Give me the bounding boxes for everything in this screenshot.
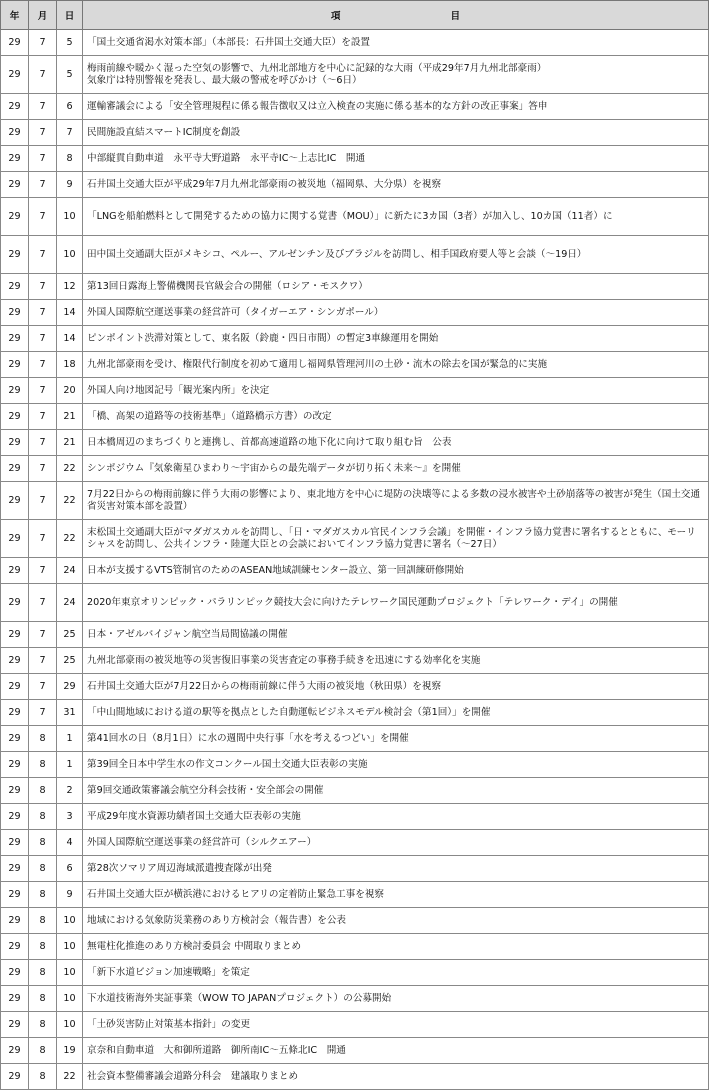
item-cell: 九州北部豪雨を受け、権限代行制度を初めて適用し福岡県管理河川の土砂・流木の除去を国が緊急的に実施 <box>83 352 709 378</box>
year-cell: 29 <box>1 30 29 56</box>
day-cell: 10 <box>57 986 83 1012</box>
month-cell: 7 <box>29 30 57 56</box>
day-cell: 6 <box>57 856 83 882</box>
year-cell: 29 <box>1 856 29 882</box>
year-cell: 29 <box>1 352 29 378</box>
table-row <box>1 146 709 172</box>
month-cell: 8 <box>29 778 57 804</box>
item-cell: 末松国土交通副大臣がマダガスカルを訪問し、「日・マダガスカル官民インフラ会議」を開催・インフラ協力覚書に署名するとともに、モーリシャスを訪問し、公共インフラ・陸運大臣との会談においてインフラ協力覚書に署名（～27日） <box>83 520 709 558</box>
year-cell: 29 <box>1 700 29 726</box>
day-cell: 22 <box>57 520 83 558</box>
year-cell: 29 <box>1 986 29 1012</box>
table-row <box>1 120 709 146</box>
day-cell: 20 <box>57 378 83 404</box>
item-cell: 「中山間地域における道の駅等を拠点とした自動運転ビジネスモデル検討会（第1回）」を開催 <box>83 700 709 726</box>
item-cell: 第13回日露海上警備機関長官級会合の開催（ロシア・モスクワ） <box>83 274 709 300</box>
table-row <box>1 1064 709 1090</box>
month-cell: 8 <box>29 882 57 908</box>
item-cell: 外国人国際航空運送事業の経営許可（シルクエアー） <box>83 830 709 856</box>
table-row <box>1 882 709 908</box>
item-cell: 第41回水の日（8月1日）に水の週間中央行事「水を考えるつどい」を開催 <box>83 726 709 752</box>
year-cell: 29 <box>1 934 29 960</box>
day-cell: 14 <box>57 326 83 352</box>
year-cell: 29 <box>1 378 29 404</box>
year-cell: 29 <box>1 274 29 300</box>
day-cell: 7 <box>57 120 83 146</box>
day-cell: 21 <box>57 404 83 430</box>
item-cell: 石井国土交通大臣が7月22日からの梅雨前線に伴う大雨の被災地（秋田県）を視察 <box>83 674 709 700</box>
item-cell: 中部縦貫自動車道 永平寺大野道路 永平寺IC～上志比IC 開通 <box>83 146 709 172</box>
year-cell: 29 <box>1 752 29 778</box>
item-header-right: 目 <box>450 11 461 22</box>
item-cell: 京奈和自動車道 大和御所道路 御所南IC～五條北IC 開通 <box>83 1038 709 1064</box>
year-header: 年 <box>1 1 29 30</box>
item-cell: 地域における気象防災業務のあり方検討会（報告書）を公表 <box>83 908 709 934</box>
day-cell: 10 <box>57 908 83 934</box>
month-cell: 7 <box>29 172 57 198</box>
day-cell: 29 <box>57 674 83 700</box>
item-cell: 日本が支援するVTS管制官のためのASEAN地域訓練センター設立、第一回訓練研修開始 <box>83 558 709 584</box>
item-cell: 外国人国際航空運送事業の経営許可（タイガーエア・シンガポール） <box>83 300 709 326</box>
table-row <box>1 274 709 300</box>
year-cell: 29 <box>1 674 29 700</box>
month-cell: 7 <box>29 198 57 236</box>
month-cell: 7 <box>29 120 57 146</box>
year-cell: 29 <box>1 482 29 520</box>
table-row <box>1 456 709 482</box>
table-row <box>1 804 709 830</box>
month-cell: 7 <box>29 274 57 300</box>
year-cell: 29 <box>1 456 29 482</box>
year-cell: 29 <box>1 804 29 830</box>
day-cell: 22 <box>57 456 83 482</box>
day-cell: 24 <box>57 584 83 622</box>
month-cell: 8 <box>29 960 57 986</box>
month-cell: 8 <box>29 1012 57 1038</box>
day-cell: 10 <box>57 934 83 960</box>
month-cell: 8 <box>29 830 57 856</box>
item-cell: 「土砂災害防止対策基本指針」の変更 <box>83 1012 709 1038</box>
table-row <box>1 520 709 558</box>
header-row <box>1 1 709 30</box>
month-cell: 7 <box>29 700 57 726</box>
item-cell: 九州北部豪雨の被災地等の災害復旧事業の災害査定の事務手続きを迅速にする効率化を実施 <box>83 648 709 674</box>
month-cell: 7 <box>29 622 57 648</box>
item-cell: ピンポイント渋滞対策として、東名阪（鈴鹿・四日市間）の暫定3車線運用を開始 <box>83 326 709 352</box>
month-cell: 7 <box>29 430 57 456</box>
day-cell: 25 <box>57 648 83 674</box>
table-row <box>1 960 709 986</box>
year-cell: 29 <box>1 120 29 146</box>
item-cell: 「LNGを船舶燃料として開発するための協力に関する覚書（MOU）」に新たに3カ国（3者）が加入し、10カ国（11者）に <box>83 198 709 236</box>
month-cell: 8 <box>29 726 57 752</box>
month-cell: 7 <box>29 56 57 94</box>
day-cell: 24 <box>57 558 83 584</box>
item-cell: 石井国土交通大臣が平成29年7月九州北部豪雨の被災地（福岡県、大分県）を視察 <box>83 172 709 198</box>
table-row <box>1 1012 709 1038</box>
year-cell: 29 <box>1 648 29 674</box>
month-cell: 7 <box>29 648 57 674</box>
item-cell: 下水道技術海外実証事業（WOW TO JAPANプロジェクト）の公募開始 <box>83 986 709 1012</box>
year-cell: 29 <box>1 404 29 430</box>
item-cell: 民間施設直結スマートIC制度を創設 <box>83 120 709 146</box>
table-row <box>1 726 709 752</box>
year-cell: 29 <box>1 56 29 94</box>
day-cell: 19 <box>57 1038 83 1064</box>
item-cell: 日本・アゼルバイジャン航空当局間協議の開催 <box>83 622 709 648</box>
table-row <box>1 558 709 584</box>
year-cell: 29 <box>1 558 29 584</box>
day-cell: 4 <box>57 830 83 856</box>
year-cell: 29 <box>1 172 29 198</box>
year-cell: 29 <box>1 726 29 752</box>
item-header-left: 項 <box>330 11 341 22</box>
table-row <box>1 934 709 960</box>
month-cell: 7 <box>29 520 57 558</box>
table-row <box>1 584 709 622</box>
month-cell: 7 <box>29 558 57 584</box>
month-cell: 7 <box>29 482 57 520</box>
day-cell: 10 <box>57 1012 83 1038</box>
year-cell: 29 <box>1 146 29 172</box>
item-cell: 7月22日からの梅雨前線に伴う大雨の影響により、東北地方を中心に堤防の決壊等による多数の浸水被害や土砂崩落等の被害が発生（国土交通省災害対策本部を設置） <box>83 482 709 520</box>
year-cell: 29 <box>1 1012 29 1038</box>
item-cell: 社会資本整備審議会道路分科会 建議取りまとめ <box>83 1064 709 1090</box>
table-row <box>1 300 709 326</box>
item-cell: 田中国土交通副大臣がメキシコ、ペルー、アルゼンチン及びブラジルを訪問し、相手国政府要人等と会談（～19日） <box>83 236 709 274</box>
table-row <box>1 752 709 778</box>
item-cell: 「橋、高架の道路等の技術基準」（道路橋示方書）の改定 <box>83 404 709 430</box>
table-row <box>1 700 709 726</box>
year-cell: 29 <box>1 326 29 352</box>
month-cell: 7 <box>29 300 57 326</box>
item-cell: 「新下水道ビジョン加速戦略」を策定 <box>83 960 709 986</box>
table-row <box>1 378 709 404</box>
table-row <box>1 1038 709 1064</box>
day-cell: 12 <box>57 274 83 300</box>
day-cell: 10 <box>57 236 83 274</box>
table-row <box>1 352 709 378</box>
item-cell: 第9回交通政策審議会航空分科会技術・安全部会の開催 <box>83 778 709 804</box>
year-cell: 29 <box>1 830 29 856</box>
year-cell: 29 <box>1 236 29 274</box>
item-cell: 平成29年度水資源功績者国土交通大臣表彰の実施 <box>83 804 709 830</box>
item-cell: 石井国土交通大臣が横浜港におけるヒアリの定着防止緊急工事を視察 <box>83 882 709 908</box>
month-cell: 8 <box>29 752 57 778</box>
year-cell: 29 <box>1 778 29 804</box>
day-cell: 22 <box>57 1064 83 1090</box>
table-row <box>1 56 709 94</box>
day-cell: 3 <box>57 804 83 830</box>
table-row <box>1 856 709 882</box>
month-cell: 7 <box>29 404 57 430</box>
month-cell: 8 <box>29 1064 57 1090</box>
item-cell: 外国人向け地図記号「観光案内所」を決定 <box>83 378 709 404</box>
year-cell: 29 <box>1 960 29 986</box>
month-cell: 7 <box>29 146 57 172</box>
table-row <box>1 830 709 856</box>
month-cell: 7 <box>29 584 57 622</box>
day-cell: 21 <box>57 430 83 456</box>
month-cell: 7 <box>29 456 57 482</box>
month-cell: 8 <box>29 934 57 960</box>
year-cell: 29 <box>1 908 29 934</box>
year-cell: 29 <box>1 584 29 622</box>
table-row <box>1 326 709 352</box>
month-cell: 7 <box>29 674 57 700</box>
year-cell: 29 <box>1 94 29 120</box>
table-row <box>1 198 709 236</box>
day-cell: 5 <box>57 30 83 56</box>
table-row <box>1 172 709 198</box>
month-cell: 8 <box>29 908 57 934</box>
day-cell: 9 <box>57 882 83 908</box>
table-row <box>1 648 709 674</box>
day-cell: 25 <box>57 622 83 648</box>
day-cell: 9 <box>57 172 83 198</box>
day-header: 日 <box>57 1 83 30</box>
month-cell: 7 <box>29 352 57 378</box>
month-header: 月 <box>29 1 57 30</box>
year-cell: 29 <box>1 882 29 908</box>
table-row <box>1 94 709 120</box>
day-cell: 22 <box>57 482 83 520</box>
item-cell: 第39回全日本中学生水の作文コンクール国土交通大臣表彰の実施 <box>83 752 709 778</box>
month-cell: 8 <box>29 856 57 882</box>
item-cell: 梅雨前線や暖かく湿った空気の影響で、九州北部地方を中心に記録的な大雨（平成29年7月九州北部豪雨） 気象庁は特別警報を発表し、最大級の警戒を呼びかけ（～6日） <box>83 56 709 94</box>
month-cell: 7 <box>29 326 57 352</box>
year-cell: 29 <box>1 198 29 236</box>
month-cell: 8 <box>29 1038 57 1064</box>
day-cell: 18 <box>57 352 83 378</box>
month-cell: 8 <box>29 986 57 1012</box>
day-cell: 31 <box>57 700 83 726</box>
item-cell: 「国土交通省渇水対策本部」（本部長：石井国土交通大臣）を設置 <box>83 30 709 56</box>
table-row <box>1 430 709 456</box>
year-cell: 29 <box>1 1064 29 1090</box>
table-row <box>1 986 709 1012</box>
table-row <box>1 404 709 430</box>
table-row <box>1 236 709 274</box>
year-cell: 29 <box>1 520 29 558</box>
table-row <box>1 674 709 700</box>
year-cell: 29 <box>1 430 29 456</box>
day-cell: 6 <box>57 94 83 120</box>
item-cell: 2020年東京オリンピック・パラリンピック競技大会に向けたテレワーク国民運動プロジェクト「テレワーク・デイ」の開催 <box>83 584 709 622</box>
item-cell: 無電柱化推進のあり方検討委員会 中間取りまとめ <box>83 934 709 960</box>
month-cell: 7 <box>29 378 57 404</box>
day-cell: 10 <box>57 960 83 986</box>
day-cell: 2 <box>57 778 83 804</box>
day-cell: 10 <box>57 198 83 236</box>
table-row <box>1 482 709 520</box>
day-cell: 5 <box>57 56 83 94</box>
day-cell: 1 <box>57 752 83 778</box>
month-cell: 8 <box>29 804 57 830</box>
table-row <box>1 908 709 934</box>
item-cell: シンポジウム『気象衛星ひまわり～宇宙からの最先端データが切り拓く未来～』を開催 <box>83 456 709 482</box>
item-header <box>83 1 709 30</box>
item-cell: 運輸審議会による「安全管理規程に係る報告徴収又は立入検査の実施に係る基本的な方針の改正事案」答申 <box>83 94 709 120</box>
table-row <box>1 778 709 804</box>
month-cell: 7 <box>29 236 57 274</box>
month-cell: 7 <box>29 94 57 120</box>
year-cell: 29 <box>1 1038 29 1064</box>
day-cell: 8 <box>57 146 83 172</box>
year-cell: 29 <box>1 622 29 648</box>
table-row <box>1 30 709 56</box>
year-cell: 29 <box>1 300 29 326</box>
table-body <box>1 30 709 1090</box>
day-cell: 1 <box>57 726 83 752</box>
item-cell: 第28次ソマリア周辺海域派遣捜査隊が出発 <box>83 856 709 882</box>
day-cell: 14 <box>57 300 83 326</box>
table-row <box>1 622 709 648</box>
item-cell: 日本橋周辺のまちづくりと連携し、首都高速道路の地下化に向けて取り組む旨 公表 <box>83 430 709 456</box>
